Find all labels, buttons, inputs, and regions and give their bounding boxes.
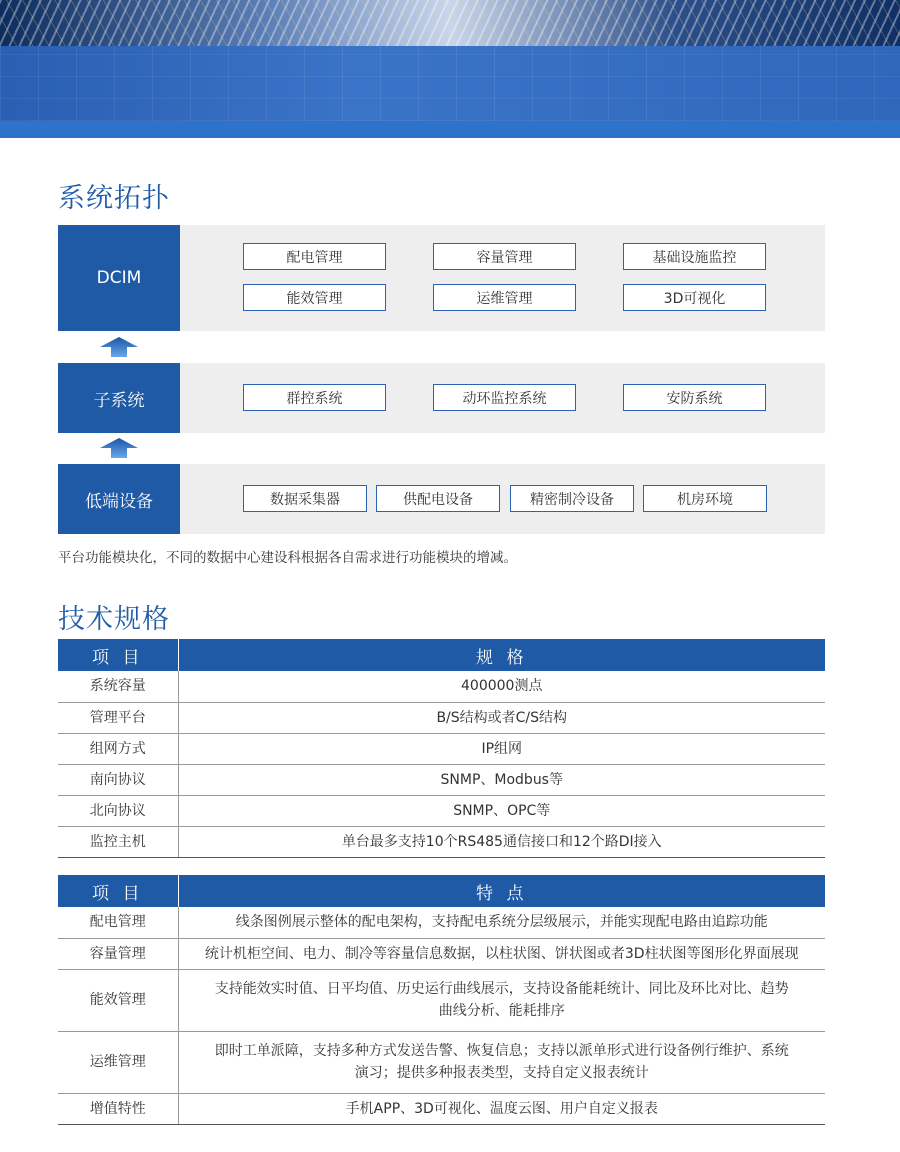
module-security: 安防系统 <box>623 384 766 411</box>
row-value: 即时工单派障，支持多种方式发送告警、恢复信息；支持以派单形式进行设备例行维护、系统演习；提供多种报表类型，支持自定义报表统计 <box>178 1031 825 1093</box>
up-arrow-icon <box>99 437 139 459</box>
header-feature: 特 点 <box>178 875 825 907</box>
topology-row-label: DCIM <box>58 225 180 331</box>
table-row <box>58 938 825 969</box>
spec-table <box>58 639 825 858</box>
module-power-supply-equipment: 供配电设备 <box>376 485 500 512</box>
row-label: 运维管理 <box>58 1031 178 1093</box>
topology-row-dcim <box>58 225 825 331</box>
table-row <box>58 907 825 938</box>
module-operations: 运维管理 <box>433 284 576 311</box>
row-label: 监控主机 <box>58 826 178 857</box>
table-row <box>58 1031 825 1093</box>
module-energy-efficiency: 能效管理 <box>243 284 386 311</box>
topology-row-label: 子系统 <box>58 363 180 433</box>
table-header <box>58 639 825 671</box>
specs-title: 技术规格 <box>58 604 170 635</box>
row-value: 手机APP、3D可视化、温度云图、用户自定义报表 <box>178 1093 825 1124</box>
row-label: 组网方式 <box>58 733 178 764</box>
row-value: SNMP、Modbus等 <box>178 764 825 795</box>
table-row <box>58 1093 825 1124</box>
up-arrow-icon <box>99 336 139 358</box>
row-label: 增值特性 <box>58 1093 178 1124</box>
module-power-distribution: 配电管理 <box>243 243 386 270</box>
row-label: 系统容量 <box>58 671 178 702</box>
banner-circuit-pattern <box>0 46 900 121</box>
topology-note: 平台功能模块化，不同的数据中心建设科根据各自需求进行功能模块的增减。 <box>58 550 517 566</box>
row-value: 400000测点 <box>178 671 825 702</box>
module-precision-cooling: 精密制冷设备 <box>510 485 634 512</box>
module-3d-visualization: 3D可视化 <box>623 284 766 311</box>
header-item: 项 目 <box>58 639 178 671</box>
topology-row-devices <box>58 464 825 534</box>
topology-row-label: 低端设备 <box>58 464 180 534</box>
module-capacity: 容量管理 <box>433 243 576 270</box>
module-group-control: 群控系统 <box>243 384 386 411</box>
table-row <box>58 671 825 702</box>
row-value: IP组网 <box>178 733 825 764</box>
header-item: 项 目 <box>58 875 178 907</box>
module-infrastructure-monitoring: 基础设施监控 <box>623 243 766 270</box>
row-label: 容量管理 <box>58 938 178 969</box>
feature-table <box>58 875 825 1125</box>
row-value: 支持能效实时值、日平均值、历史运行曲线展示，支持设备能耗统计、同比及环比对比、趋势曲线分析、能耗排序 <box>178 969 825 1031</box>
table-header <box>58 875 825 907</box>
row-label: 北向协议 <box>58 795 178 826</box>
module-data-collector: 数据采集器 <box>243 485 367 512</box>
row-label: 配电管理 <box>58 907 178 938</box>
table-row <box>58 764 825 795</box>
table-row <box>58 826 825 857</box>
row-value: B/S结构或者C/S结构 <box>178 702 825 733</box>
module-room-environment: 机房环境 <box>643 485 767 512</box>
row-label: 管理平台 <box>58 702 178 733</box>
header-spec: 规 格 <box>178 639 825 671</box>
row-value: 统计机柜空间、电力、制冷等容量信息数据，以柱状图、饼状图或者3D柱状图等图形化界面展现 <box>178 938 825 969</box>
header-banner <box>0 0 900 138</box>
row-value: SNMP、OPC等 <box>178 795 825 826</box>
topology-row-subsystem <box>58 363 825 433</box>
table-row <box>58 702 825 733</box>
row-value: 单台最多支持10个RS485通信接口和12个路DI接入 <box>178 826 825 857</box>
row-label: 南向协议 <box>58 764 178 795</box>
topology-title: 系统拓扑 <box>58 183 170 214</box>
banner-strip <box>0 121 900 138</box>
module-environment-monitoring: 动环监控系统 <box>433 384 576 411</box>
table-row <box>58 969 825 1031</box>
row-value: 线条图例展示整体的配电架构，支持配电系统分层级展示，并能实现配电路由追踪功能 <box>178 907 825 938</box>
row-label: 能效管理 <box>58 969 178 1031</box>
table-row <box>58 795 825 826</box>
banner-photo <box>0 0 900 46</box>
table-row <box>58 733 825 764</box>
